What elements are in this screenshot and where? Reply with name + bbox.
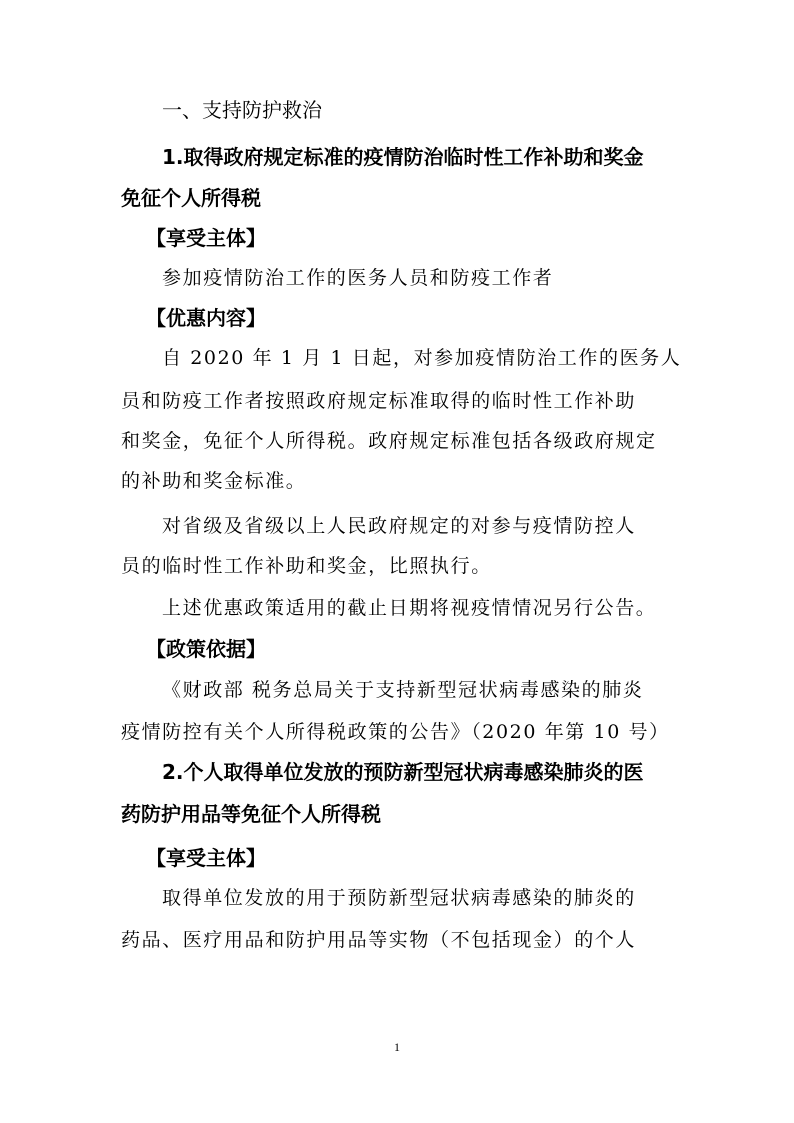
item1-basis-line1: 《财政部 税务总局关于支持新型冠状病毒感染的肺炎 xyxy=(162,679,644,701)
item2-label-subject: 【享受主体】 xyxy=(146,846,266,870)
item1-basis-line2: 疫情防控有关个人所得税政策的公告》（2020 年第 10 号） xyxy=(121,721,670,743)
item1-content-p1-line4: 的补助和奖金标准。 xyxy=(121,470,307,492)
item1-subject-text: 参加疫情防治工作的医务人员和防疫工作者 xyxy=(162,267,554,289)
item1-label-subject: 【享受主体】 xyxy=(146,226,266,250)
item1-title-line2: 免征个人所得税 xyxy=(121,186,261,210)
section-heading: 一、支持防护救治 xyxy=(162,98,322,122)
item2-subject-line2: 药品、医疗用品和防护用品等实物（不包括现金）的个人 xyxy=(121,929,637,951)
item1-content-p2-line1: 对省级及省级以上人民政府规定的对参与疫情防控人 xyxy=(162,515,636,537)
item1-label-basis: 【政策依据】 xyxy=(146,637,266,661)
item1-content-p3: 上述优惠政策适用的截止日期将视疫情情况另行公告。 xyxy=(162,597,657,619)
item1-content-p1-line3: 和奖金，免征个人所得税。政府规定标准包括各级政府规定 xyxy=(121,430,657,452)
item1-content-p2-line2: 员的临时性工作补助和奖金，比照执行。 xyxy=(121,555,492,577)
item1-content-p1-line2: 员和防疫工作者按照政府规定标准取得的临时性工作补助 xyxy=(121,390,637,412)
page-number: 1 xyxy=(394,1040,400,1054)
item2-subject-line1: 取得单位发放的用于预防新型冠状病毒感染的肺炎的 xyxy=(162,887,636,909)
item1-content-p1-line1: 自 2020 年 1 月 1 日起，对参加疫情防治工作的医务人 xyxy=(162,347,682,369)
item1-label-content: 【优惠内容】 xyxy=(146,306,266,330)
item1-title-line1: 1.取得政府规定标准的疫情防治临时性工作补助和奖金 xyxy=(162,145,644,169)
item2-title-line2: 药防护用品等免征个人所得税 xyxy=(121,802,381,826)
item2-title-line1: 2.个人取得单位发放的预防新型冠状病毒感染肺炎的医 xyxy=(162,760,644,784)
